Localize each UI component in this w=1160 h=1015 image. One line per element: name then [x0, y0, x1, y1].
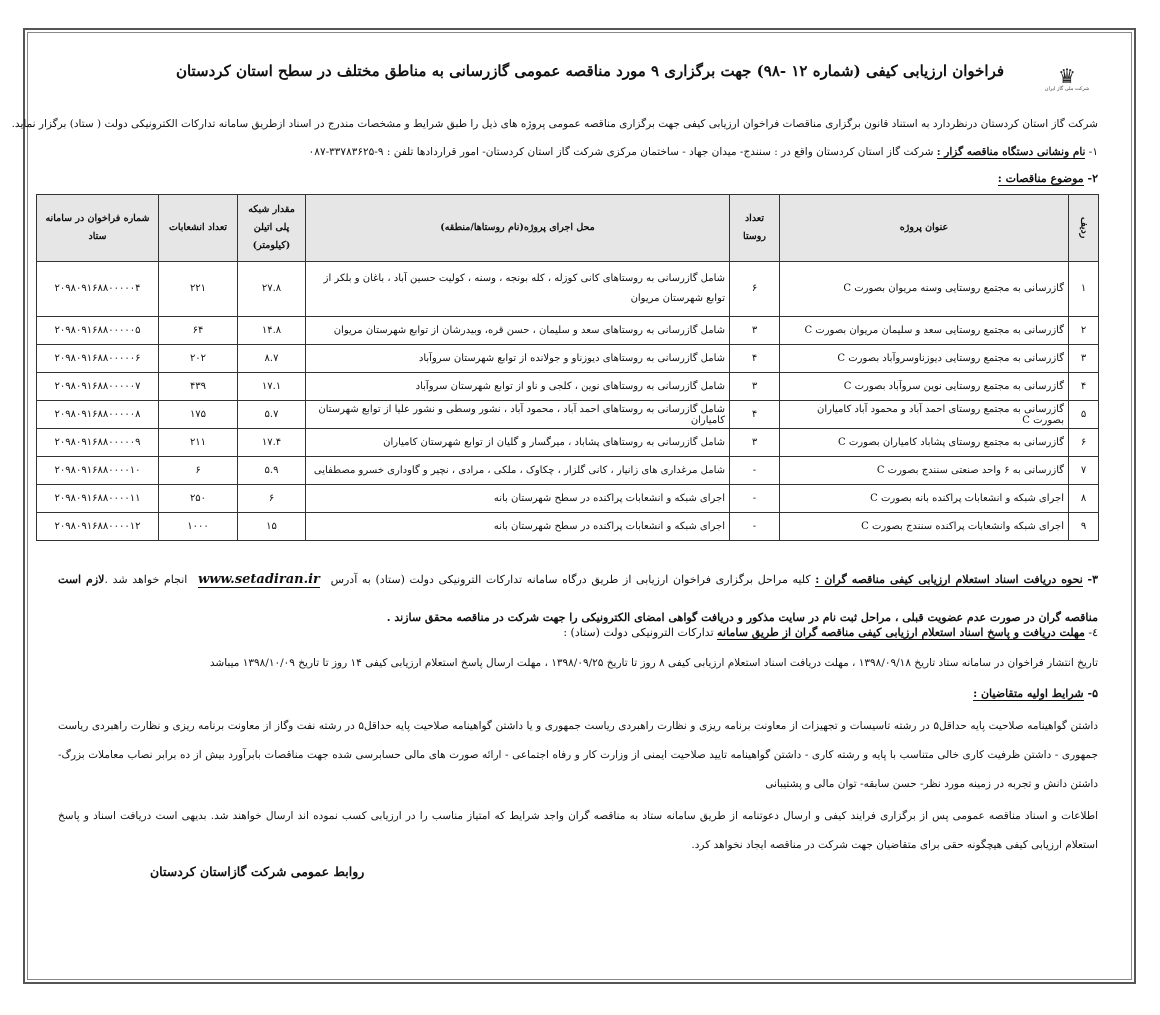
cell-setad-number: ۲۰۹۸۰۹۱۶۸۸۰۰۰۰۱۰: [37, 457, 159, 485]
cell-location: اجرای شبکه و انشعابات پراکنده در سطح شهرستان بانه: [306, 513, 730, 541]
cell-network-length: ۲۷.۸: [238, 262, 306, 317]
cell-row-number: ۲: [1069, 317, 1099, 345]
table-row: [37, 262, 1099, 317]
section-4-dates: تاریخ انتشار فراخوان در سامانه ستاد تاریخ ۱۳۹۸/۰۹/۱۸ ، مهلت دریافت اسناد استعلام ارزیابی کیفی ۸ روز تا تاریخ ۱۳۹۸/۰۹/۲۵ ، مهلت ارسال پاسخ استعلام ارزیابی کیفی ۱۴ روز تا تاریخ ۱۳۹۸/۱۰/۰۹ میباشد: [209, 657, 1098, 669]
cell-branch-count: ۶: [159, 457, 238, 485]
cell-village-count: -: [730, 457, 780, 485]
header-network-length: مقدار شبکه پلی اتیلن (کیلومتر): [238, 195, 306, 262]
cell-village-count: -: [730, 485, 780, 513]
gas-company-emblem-icon: ♛: [1058, 64, 1076, 88]
cell-location: شامل گازرسانی به روستاهای کانی کوزله ، کله بونجه ، وسنه ، کولیت حسین آباد ، باغان و بلکر از توابع شهرستان مریوان: [306, 262, 730, 317]
section-3-requirement: لازم است مناقصه گران در صورت عدم عضویت قبلی ، مراحل ثبت نام در سایت مذکور و دریافت گواهی امضای الکترونیکی را جهت شرکت در مناقصه محقق سازند .: [58, 573, 1098, 624]
header-project-title: عنوان پروژه: [780, 195, 1069, 262]
cell-branch-count: ۴۳۹: [159, 373, 238, 401]
logo-caption: شرکت ملی گاز ایران: [1044, 86, 1090, 92]
cell-location: شامل گازرسانی به روستاهای نوین ، کلجی و ناو از توابع شهرستان سروآباد: [306, 373, 730, 401]
cell-setad-number: ۲۰۹۸۰۹۱۶۸۸۰۰۰۰۰۶: [37, 345, 159, 373]
cell-network-length: ۸.۷: [238, 345, 306, 373]
table-row: [37, 457, 1099, 485]
cell-network-length: ۱۴.۸: [238, 317, 306, 345]
cell-row-number: ۳: [1069, 345, 1099, 373]
setad-website-link[interactable]: www.setadiran.ir: [198, 572, 320, 587]
cell-village-count: ۳: [730, 429, 780, 457]
cell-village-count: ۴: [730, 345, 780, 373]
section-3-text-b: انجام خواهد شد .: [104, 573, 188, 586]
section-3-number: ۳-: [1087, 573, 1099, 586]
cell-row-number: ۱: [1069, 262, 1099, 317]
cell-location: شامل مرغداری های زانیار ، کانی گلزار ، چکاوک ، ملکی ، مرادی ، نچیر و گاوداری خسرو مصطفایی: [306, 457, 730, 485]
cell-branch-count: ۲۵۰: [159, 485, 238, 513]
tenders-table: [36, 194, 1099, 541]
cell-branch-count: ۲۰۲: [159, 345, 238, 373]
cell-location: اجرای شبکه و انشعابات پراکنده در سطح شهرستان بانه: [306, 485, 730, 513]
section-2-label: موضوع مناقصات :: [997, 172, 1084, 185]
section-5-conditions: داشتن گواهینامه صلاحیت پایه حداقل۵ در رشته تاسیسات و تجهیزات از معاونت برنامه ریزی و نظارت راهبردی ریاست جمهوری و یا داشتن گواهینامه صلاحیت پایه حداقل۵ در رشته نفت وگاز از معاونت برنامه ریزی و نظارت راهبردی ریاست جمهوری - داشتن ظرفیت کاری خالی متناسب با پایه و رشته کاری - داشتن گواهینامه تایید صلاحیت ایمنی از وزارت کار و رفاه اجتماعی - ارائه صورت های مالی حسابرسی شده جهت مناقصات بابرآورد بیش از ده برابر نصاب معاملات بزرگ- داشتن دانش و تجربه در زمینه مورد نظر- حسن سابقه- توان مالی و پشتیبانی: [58, 720, 1098, 790]
cell-row-number: ۷: [1069, 457, 1099, 485]
cell-setad-number: ۲۰۹۸۰۹۱۶۸۸۰۰۰۰۰۸: [37, 401, 159, 429]
cell-project-title: گازرسانی به مجتمع روستایی دیوزناوسروآباد بصورت C: [780, 345, 1069, 373]
cell-branch-count: ۱۰۰۰: [159, 513, 238, 541]
section-3-label: نحوه دریافت اسناد استعلام ارزیابی کیفی مناقصه گران :: [815, 573, 1083, 586]
header-branch-count: تعداد انشعابات: [159, 195, 238, 262]
section-5-number: ۵-: [1087, 687, 1098, 700]
table-row: [37, 401, 1099, 429]
cell-project-title: اجرای شبکه و انشعابات پراکنده بانه بصورت C: [780, 485, 1069, 513]
table-row: [37, 485, 1099, 513]
cell-row-number: ۸: [1069, 485, 1099, 513]
section-4-label: مهلت دریافت و پاسخ اسناد استعلام ارزیابی کیفی مناقصه گران از طریق سامانه: [717, 626, 1085, 639]
cell-location: شامل گازرسانی به روستاهای دیوزناو و جولانده از توابع شهرستان سروآباد: [306, 345, 730, 373]
cell-network-length: ۵.۹: [238, 457, 306, 485]
cell-village-count: ۴: [730, 401, 780, 429]
section-1: [58, 146, 1098, 158]
header-location: محل اجرای پروژه(نام روستاها/منطقه): [306, 195, 730, 262]
cell-setad-number: ۲۰۹۸۰۹۱۶۸۸۰۰۰۰۱۲: [37, 513, 159, 541]
cell-setad-number: ۲۰۹۸۰۹۱۶۸۸۰۰۰۰۱۱: [37, 485, 159, 513]
section-1-number: ۱-: [1088, 146, 1098, 158]
cell-network-length: ۱۵: [238, 513, 306, 541]
cell-location: شامل گازرسانی به روستاهای پشاباد ، میرگسار و گلیان از توابع شهرستان کامیاران: [306, 429, 730, 457]
cell-row-number: ۶: [1069, 429, 1099, 457]
cell-branch-count: ۲۲۱: [159, 262, 238, 317]
table-row: [37, 345, 1099, 373]
cell-network-length: ۶: [238, 485, 306, 513]
cell-project-title: گازرسانی به مجتمع روستایی سعد و سلیمان مریوان بصورت C: [780, 317, 1069, 345]
cell-project-title: گازرسانی به ۶ واحد صنعتی سنندج بصورت C: [780, 457, 1069, 485]
company-logo: [1042, 66, 1092, 102]
cell-branch-count: ۱۷۵: [159, 401, 238, 429]
intro-paragraph: شرکت گاز استان کردستان درنظردارد به استناد قانون برگزاری مناقصات فراخوان ارزیابی کیفی جهت برگزاری مناقصه عمومی پروژه های ذیل را طبق شرایط و مشخصات مندرج در اسناد ازطریق سامانه تدارکات الکترونیکی دولت ( ستاد) برگزار نماید.: [11, 118, 1098, 130]
cell-setad-number: ۲۰۹۸۰۹۱۶۸۸۰۰۰۰۰۷: [37, 373, 159, 401]
table-row: [37, 429, 1099, 457]
cell-project-title: اجرای شبکه وانشعابات پراکنده سنندج بصورت C: [780, 513, 1069, 541]
cell-setad-number: ۲۰۹۸۰۹۱۶۸۸۰۰۰۰۰۵: [37, 317, 159, 345]
table-row: [37, 373, 1099, 401]
section-1-text: شرکت گاز استان کردستان واقع در : سنندج- میدان جهاد - ساختمان مرکزی شرکت گاز استان کردستان- امور قراردادها تلفن : ۹-۳۳۷۸۳۶۲۵-۰۸۷: [308, 146, 937, 158]
cell-branch-count: ۲۱۱: [159, 429, 238, 457]
cell-row-number: ۵: [1069, 401, 1099, 429]
cell-network-length: ۱۷.۴: [238, 429, 306, 457]
table-row: [37, 513, 1099, 541]
page-title: فراخوان ارزیابی کیفی (شماره ۱۲ -۹۸) جهت برگزاری ۹ مورد مناقصه عمومی گازرسانی به مناطق مختلف در سطح استان کردستان: [175, 62, 1005, 80]
cell-location: شامل گازرسانی به روستاهای احمد آباد ، محمود آباد ، نشور وسطی و نشور علیا از توابع شهرستان کامیاران: [306, 401, 730, 429]
section-2: [998, 172, 1098, 185]
section-4: [563, 626, 1098, 639]
cell-village-count: -: [730, 513, 780, 541]
closing-paragraph: اطلاعات و اسناد مناقصه عمومی پس از برگزاری فرایند کیفی و ارسال دعوتنامه از طریق سامانه ستاد به مناقصه گران واجد شرایط که امتیاز مناسب را در ارزیابی کسب نموده اند ارسال خواهند شد. بدیهی است دریافت اسناد و پاسخ استعلام ارزیابی کیفی هیچگونه حقی برای متقاضیان جهت شرکت در مناقصه ایجاد نخواهد کرد.: [58, 810, 1098, 851]
cell-row-number: ۹: [1069, 513, 1099, 541]
header-row-number: ردیف: [1069, 195, 1099, 262]
cell-branch-count: ۶۴: [159, 317, 238, 345]
section-4-label-tail: تدارکات الترونیکی دولت (ستاد) :: [563, 626, 718, 639]
cell-project-title: گازرسانی به مجتمع روستای احمد آباد و محمود آباد کامیاران بصورت C: [780, 401, 1069, 429]
cell-network-length: ۵.۷: [238, 401, 306, 429]
cell-location: شامل گازرسانی به روستاهای سعد و سلیمان ، حسن قره، وبیدرشان از توابع شهرستان مریوان: [306, 317, 730, 345]
table-header-row: [37, 195, 1099, 262]
cell-village-count: ۳: [730, 373, 780, 401]
section-3-text: کلیه مراحل برگزاری فراخوان ارزیابی از طریق درگاه سامانه تدارکات الترونیکی دولت (ستاد) به آدرس: [330, 573, 816, 586]
section-4-number: ٤-: [1088, 626, 1098, 639]
cell-project-title: گازرسانی به مجتمع روستایی نوین سروآباد بصورت C: [780, 373, 1069, 401]
cell-village-count: ۶: [730, 262, 780, 317]
cell-network-length: ۱۷.۱: [238, 373, 306, 401]
header-village-count: تعداد روستا: [730, 195, 780, 262]
table-row: [37, 317, 1099, 345]
cell-project-title: گازرسانی به مجتمع روستایی وسنه مریوان بصورت C: [780, 262, 1069, 317]
signature: روابط عمومی شرکت گازاستان کردستان: [150, 864, 365, 879]
section-1-label: نام ونشانی دستگاه مناقصه گزار :: [936, 146, 1086, 158]
header-setad-number: شماره فراخوان در سامانه ستاد: [37, 195, 159, 262]
cell-village-count: ۳: [730, 317, 780, 345]
cell-setad-number: ۲۰۹۸۰۹۱۶۸۸۰۰۰۰۰۴: [37, 262, 159, 317]
cell-row-number: ۴: [1069, 373, 1099, 401]
section-5-label: شرایط اولیه متقاضیان :: [973, 687, 1084, 700]
section-2-number: ۲-: [1087, 172, 1098, 185]
cell-project-title: گازرسانی به مجتمع روستای پشاباد کامیاران بصورت C: [780, 429, 1069, 457]
section-5: [973, 687, 1098, 700]
cell-setad-number: ۲۰۹۸۰۹۱۶۸۸۰۰۰۰۰۹: [37, 429, 159, 457]
